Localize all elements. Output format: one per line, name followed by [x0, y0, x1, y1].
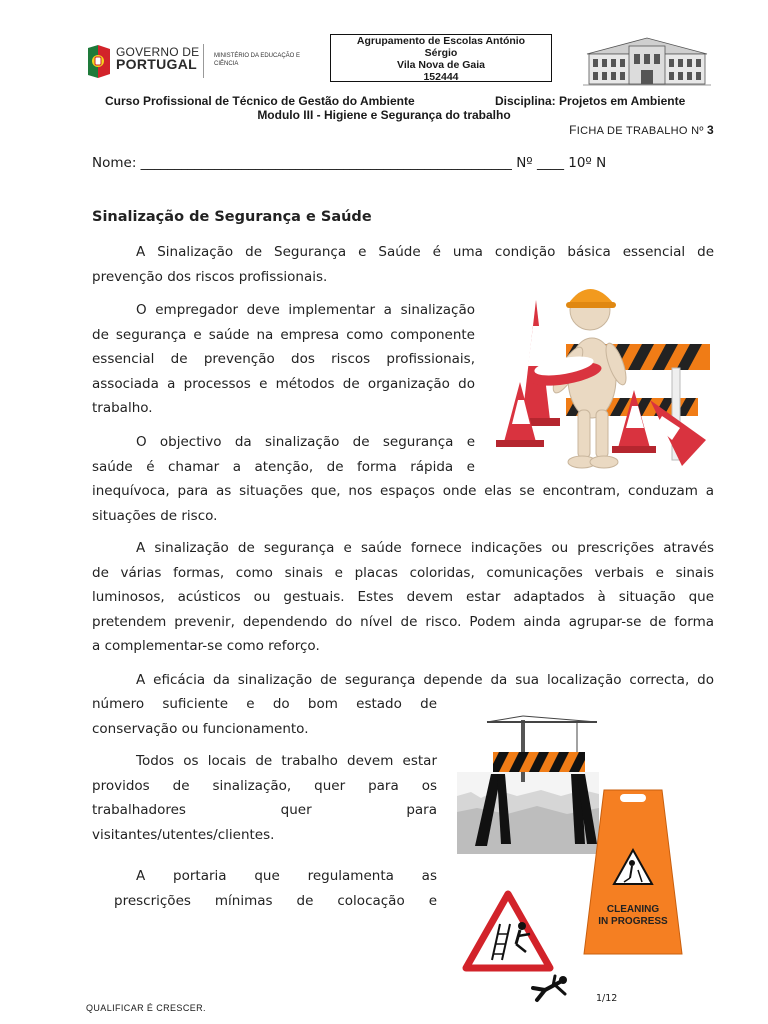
paragraph-5a — [92, 668, 714, 693]
course-line — [105, 94, 705, 108]
worksheet-label — [560, 123, 714, 137]
p1-line2: prevenção dos riscos profissionais. — [92, 268, 328, 285]
p1-line1: A Sinalização de Segurança e Saúde é uma condição básica essencial de — [136, 244, 714, 260]
p5-line3: conservação ou funcionamento. — [92, 720, 309, 737]
cleaning-sign-text-1: CLEANING — [606, 904, 660, 915]
worksheet-first-letter: F — [569, 123, 577, 137]
p4-line3: luminosos, acústicos ou gestuais. Estes devem estar adaptados à situação que — [92, 589, 714, 605]
ladder-fall-warning-icon — [462, 890, 554, 974]
paragraph-4 — [92, 536, 714, 659]
cleaning-sign-text-2: IN PROGRESS — [598, 916, 668, 927]
gov-line1: GOVERNO DE — [116, 45, 200, 59]
school-line3: Vila Nova de Gaia — [397, 59, 485, 71]
portugal-flag-icon — [84, 42, 114, 82]
discipline: Disciplina: Projetos em Ambiente — [495, 94, 686, 108]
p6-line1: Todos os locais de trabalho devem estar — [136, 753, 437, 769]
module-title: Modulo III - Higiene e Segurança do trabalho — [257, 108, 511, 122]
cleaning-sign-illustration — [580, 786, 684, 962]
school-line2: Sérgio — [424, 47, 458, 59]
p2-line1: O empregador deve implementar a sinalização — [136, 302, 475, 318]
p6-line4: visitantes/utentes/clientes. — [92, 826, 275, 843]
p2-line4: associada a processos e métodos de organização do — [92, 375, 475, 392]
p3-line4: situações de risco. — [92, 507, 218, 524]
p7-line1: A portaria que regulamenta as — [136, 868, 437, 884]
worksheet-label-rest: ICHA DE TRABALHO Nº — [576, 125, 704, 137]
paragraph-3a — [92, 430, 475, 479]
p5-line1: A eficácia da sinalização de segurança depende da sua localização correcta, do — [136, 672, 714, 688]
ministry-label: MINISTÉRIO DA EDUCAÇÃO E CIÊNCIA — [214, 53, 301, 67]
p7-line2: prescrições mínimas de colocação e — [114, 892, 437, 909]
p3-line2: saúde é chamar a atenção, de forma rápida e — [92, 458, 475, 475]
paragraph-6 — [92, 749, 437, 847]
p2-line5: trabalho. — [92, 400, 153, 416]
name-field-line[interactable]: Nome: _______________________________________________________ Nº ____ 10º N — [92, 155, 607, 171]
p4-line4: pretendem prevenir, dependendo do nível de risco. Podem ainda agrupar-se de forma — [92, 613, 714, 630]
p2-line2: de segurança e saúde na empresa como componente — [92, 326, 475, 343]
p4-line5: a complementar-se como reforço. — [92, 638, 320, 654]
falling-person-icon — [527, 972, 571, 1004]
logo-divider — [203, 44, 204, 78]
footer-motto: QUALIFICAR É CRESCER. — [86, 1003, 206, 1013]
page-number: 1/12 — [596, 993, 618, 1004]
school-box — [330, 34, 552, 82]
worksheet-number: 3 — [707, 123, 714, 137]
school-building-icon — [583, 34, 711, 90]
paragraph-2 — [92, 298, 475, 421]
school-line4: 152444 — [423, 71, 459, 82]
gov-line2: PORTUGAL — [116, 56, 197, 72]
p4-line1: A sinalização de segurança e saúde fornece indicações ou prescrições através — [136, 540, 714, 556]
p6-line3: trabalhadores quer para — [92, 802, 437, 818]
construction-barrier-illustration — [457, 712, 599, 854]
p6-line2: providos de sinalização, quer para os — [92, 777, 437, 794]
p4-line2: de várias formas, como sinais e placas coloridas, comunicações verbais e sinais — [92, 564, 714, 581]
course-name: Curso Profissional de Técnico de Gestão do Ambiente — [105, 94, 415, 108]
paragraph-5b — [92, 692, 437, 741]
government-logo — [84, 42, 314, 82]
p3-line1: O objectivo da sinalização de segurança e — [136, 434, 475, 450]
paragraph-3b — [92, 479, 714, 528]
p2-line3: essencial de prevenção dos riscos profissionais, — [92, 351, 475, 367]
p3-line3: inequívoca, para as situações que, nos espaços onde elas se encontram, conduzam a — [92, 483, 714, 499]
section-title: Sinalização de Segurança e Saúde — [92, 209, 372, 225]
school-line1: Agrupamento de Escolas António — [356, 35, 526, 47]
p5-line2: número suficiente e do bom estado de — [92, 696, 437, 712]
safety-worker-illustration — [484, 270, 714, 475]
paragraph-7 — [92, 864, 437, 913]
